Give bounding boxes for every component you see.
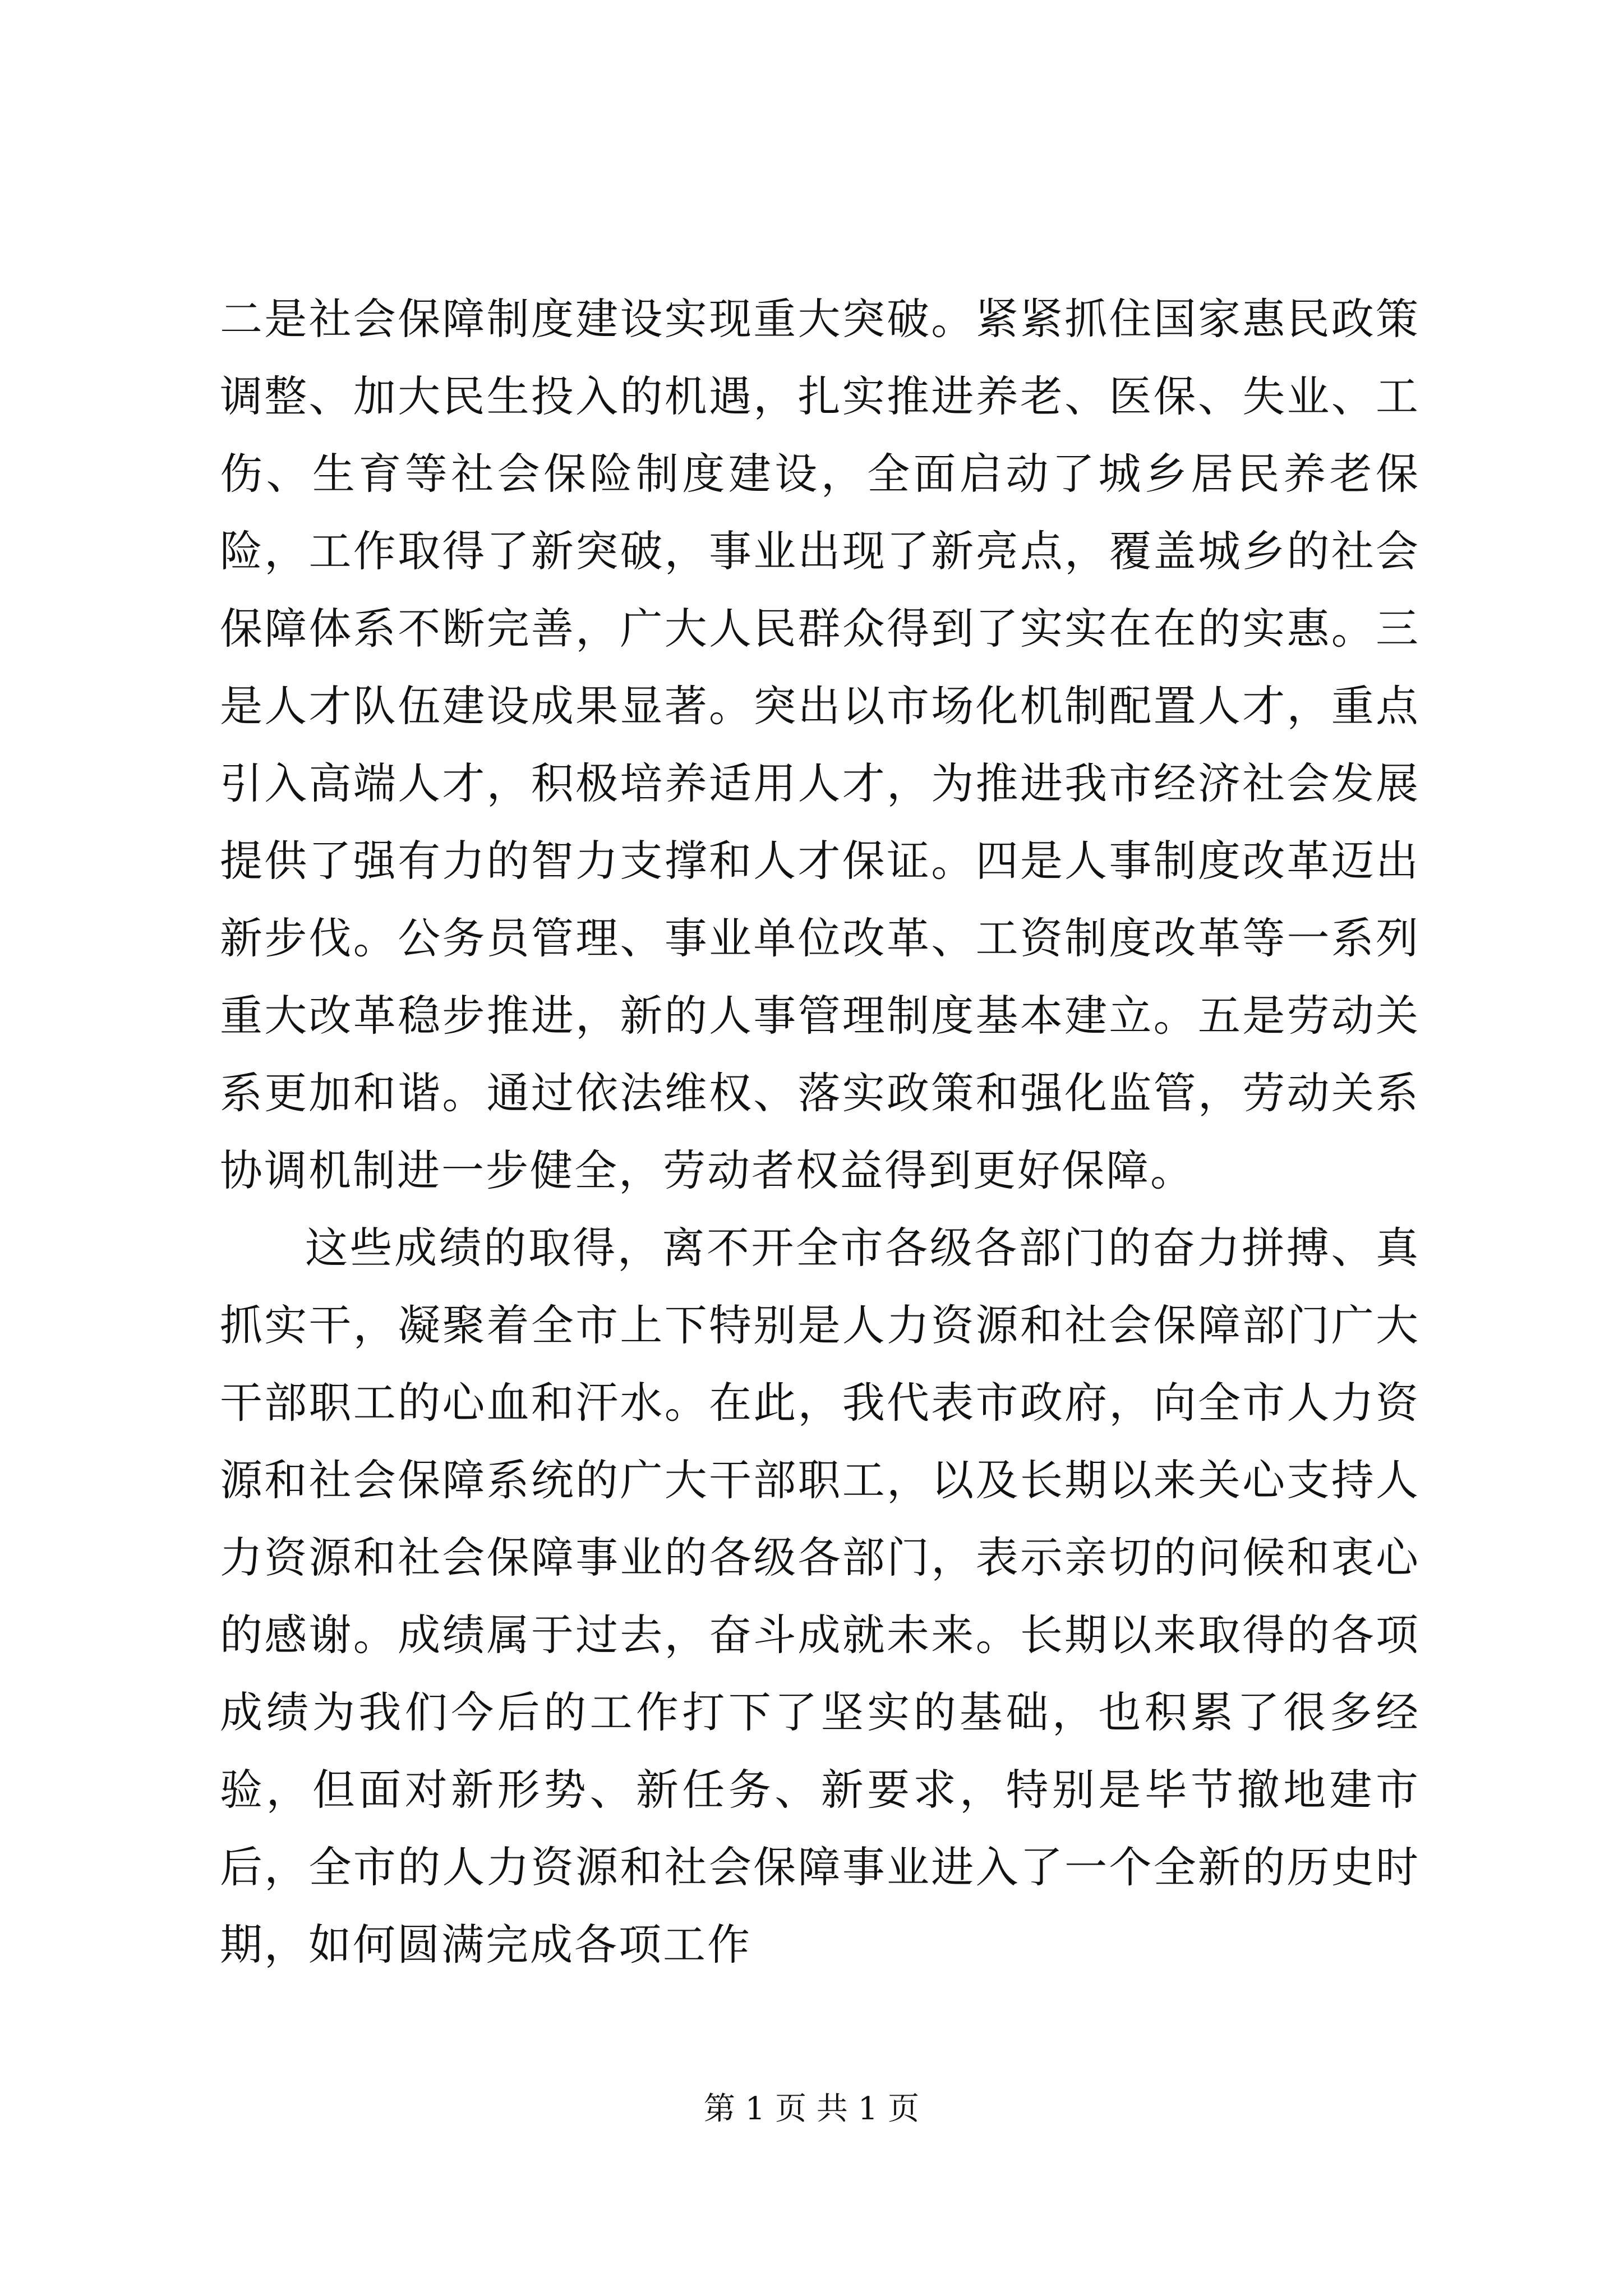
paragraph-continued: 二是社会保障制度建设实现重大突破。紧紧抓住国家惠民政策调整、加大民生投入的机遇，扎实推进养老、医保、失业、工伤、生育等社会保险制度建设，全面启动了城乡居民养老保险，工作取得了新突破，事业出现了新亮点，覆盖城乡的社会保障体系不断完善，广大人民群众得到了实实在在的实惠。三是人才队伍建设成果显著。突出以市场化机制配置人才，重点引入高端人才，积极培养适用人才，为推进我市经济社会发展提供了强有力的智力支撑和人才保证。四是人事制度改革迈出新步伐。公务员管理、事业单位改革、工资制度改革等一系列重大改革稳步推进，新的人事管理制度基本建立。五是劳动关系更加和谐。通过依法维权、落实政策和强化监管，劳动关系协调机制进一步健全，劳动者权益得到更好保障。 <box>220 294 1420 1195</box>
page-footer: 第 1 页 共 1 页 <box>703 2091 920 2127</box>
paragraph: 这些成绩的取得，离不开全市各级各部门的奋力拼搏、真抓实干，凝聚着全市上下特别是人力资源和社会保障部门广大干部职工的心血和汗水。在此，我代表市政府，向全市人力资源和社会保障系统的广大干部职工，以及长期以来关心支持人力资源和社会保障事业的各级各部门，表示亲切的问候和衷心的感谢。成绩属于过去，奋斗成就未来。长期以来取得的各项成绩为我们今后的工作打下了坚实的基础，也积累了很多经验，但面对新形势、新任务、新要求，特别是毕节撤地建市后，全市的人力资源和社会保障事业进入了一个全新的历史时期，如何圆满完成各项工作 <box>220 1223 1420 1970</box>
body-text <box>220 280 1420 1984</box>
